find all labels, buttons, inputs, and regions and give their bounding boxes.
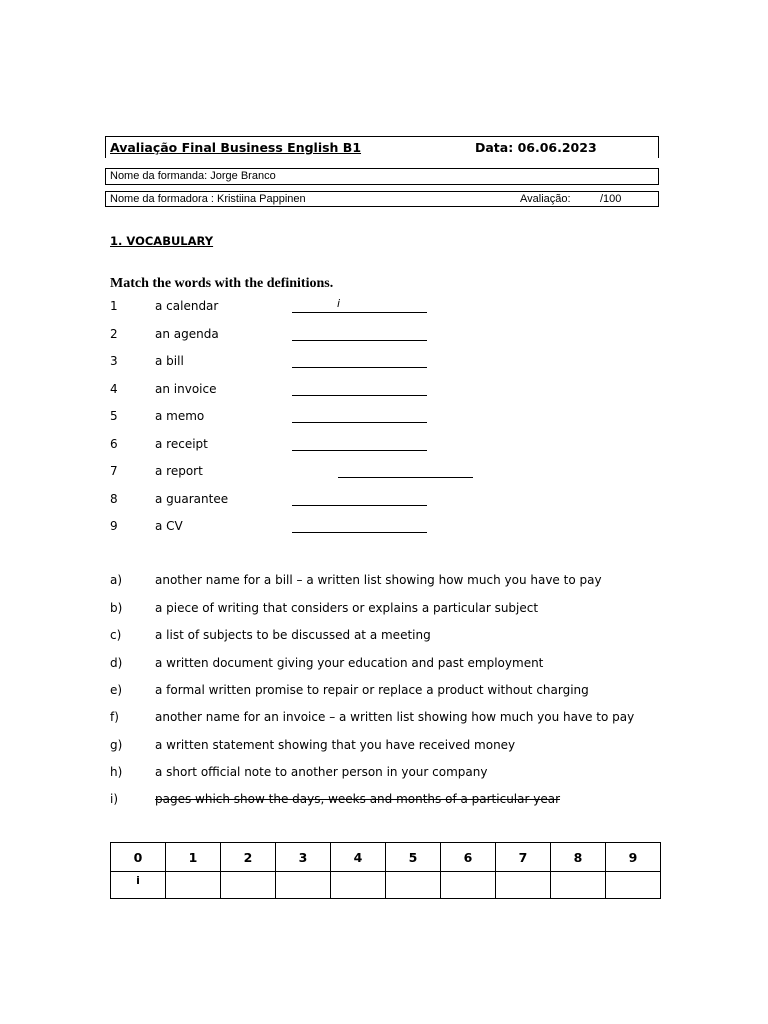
answer-blank[interactable] <box>292 520 427 533</box>
definition-letter: h) <box>110 765 123 779</box>
answer-blank[interactable] <box>292 410 427 423</box>
word-item: a memo <box>155 409 205 423</box>
answer-cell[interactable] <box>276 872 331 899</box>
definition-text: a formal written promise to repair or replace a product without charging <box>155 683 589 697</box>
instruction: Match the words with the definitions. <box>110 276 334 291</box>
word-item: an agenda <box>155 327 219 341</box>
section-title: 1. VOCABULARY <box>110 234 214 248</box>
answer-cell[interactable] <box>221 872 276 899</box>
answer-table-header: 1 <box>166 843 221 872</box>
answer-table-header: 8 <box>551 843 606 872</box>
word-number: 9 <box>110 519 118 533</box>
answer-table-header: 9 <box>606 843 661 872</box>
answer-table-header-row <box>111 843 661 872</box>
word-number: 5 <box>110 409 118 423</box>
answer-table-header: 6 <box>441 843 496 872</box>
definition-text: a piece of writing that considers or explains a particular subject <box>155 601 539 615</box>
answer-table-answer-row <box>111 872 661 899</box>
header-title-box <box>105 136 659 158</box>
definition-letter: g) <box>110 738 123 752</box>
word-number: 6 <box>110 437 118 451</box>
word-number: 1 <box>110 299 118 313</box>
answer-blank[interactable] <box>338 465 473 478</box>
teacher-name: Nome da formadora : Kristiina Pappinen <box>110 193 306 205</box>
word-item: a receipt <box>155 437 208 451</box>
definition-text-struck: pages which show the days, weeks and months of a particular year <box>155 792 560 806</box>
answer-cell[interactable] <box>331 872 386 899</box>
answer-blank[interactable] <box>292 328 427 341</box>
answer-table-header: 5 <box>386 843 441 872</box>
answer-table-header: 3 <box>276 843 331 872</box>
answer-cell[interactable] <box>166 872 221 899</box>
answer-blank[interactable] <box>292 438 427 451</box>
word-item: a CV <box>155 519 183 533</box>
grade-total: /100 <box>600 193 622 205</box>
definition-letter: a) <box>110 573 123 587</box>
word-item: a bill <box>155 354 184 368</box>
answer-blank[interactable] <box>292 355 427 368</box>
definition-letter: c) <box>110 628 122 642</box>
definition-text: a short official note to another person in your company <box>155 765 488 779</box>
answer-table-header: 2 <box>221 843 276 872</box>
word-item: a guarantee <box>155 492 229 506</box>
answer-cell[interactable]: i <box>111 872 166 899</box>
answer-cell[interactable] <box>386 872 441 899</box>
word-number: 7 <box>110 464 118 478</box>
student-name: Nome da formanda: Jorge Branco <box>110 170 276 182</box>
definition-text: a list of subjects to be discussed at a meeting <box>155 628 431 642</box>
word-number: 3 <box>110 354 118 368</box>
definition-text: another name for a bill – a written list showing how much you have to pay <box>155 573 602 587</box>
answer-cell[interactable] <box>551 872 606 899</box>
answer-cell[interactable] <box>606 872 661 899</box>
blank-answer: i <box>337 297 341 310</box>
word-number: 4 <box>110 382 118 396</box>
definition-letter: b) <box>110 601 123 615</box>
student-name-box <box>105 168 659 185</box>
document-title: Avaliação Final Business English B1 <box>110 140 362 155</box>
answer-table <box>110 842 661 899</box>
word-item: a report <box>155 464 203 478</box>
definition-text: a written document giving your education and past employment <box>155 656 544 670</box>
answer-blank[interactable] <box>292 297 427 313</box>
answer-blank[interactable] <box>292 383 427 396</box>
definition-letter: d) <box>110 656 123 670</box>
definition-letter: f) <box>110 710 119 724</box>
definition-text: a written statement showing that you have received money <box>155 738 516 752</box>
grade-label: Avaliação: <box>520 193 571 205</box>
word-item: a calendar <box>155 299 219 313</box>
document-date: Data: 06.06.2023 <box>475 140 597 155</box>
answer-table-header: 7 <box>496 843 551 872</box>
answer-table-header: 0 <box>111 843 166 872</box>
answer-table-header: 4 <box>331 843 386 872</box>
word-number: 2 <box>110 327 118 341</box>
definition-letter: e) <box>110 683 123 697</box>
definition-letter: i) <box>110 792 119 806</box>
answer-cell[interactable] <box>496 872 551 899</box>
definition-text: another name for an invoice – a written list showing how much you have to pay <box>155 710 635 724</box>
answer-cell[interactable] <box>441 872 496 899</box>
word-number: 8 <box>110 492 118 506</box>
answer-blank[interactable] <box>292 493 427 506</box>
teacher-grade-box <box>105 191 659 207</box>
word-item: an invoice <box>155 382 217 396</box>
